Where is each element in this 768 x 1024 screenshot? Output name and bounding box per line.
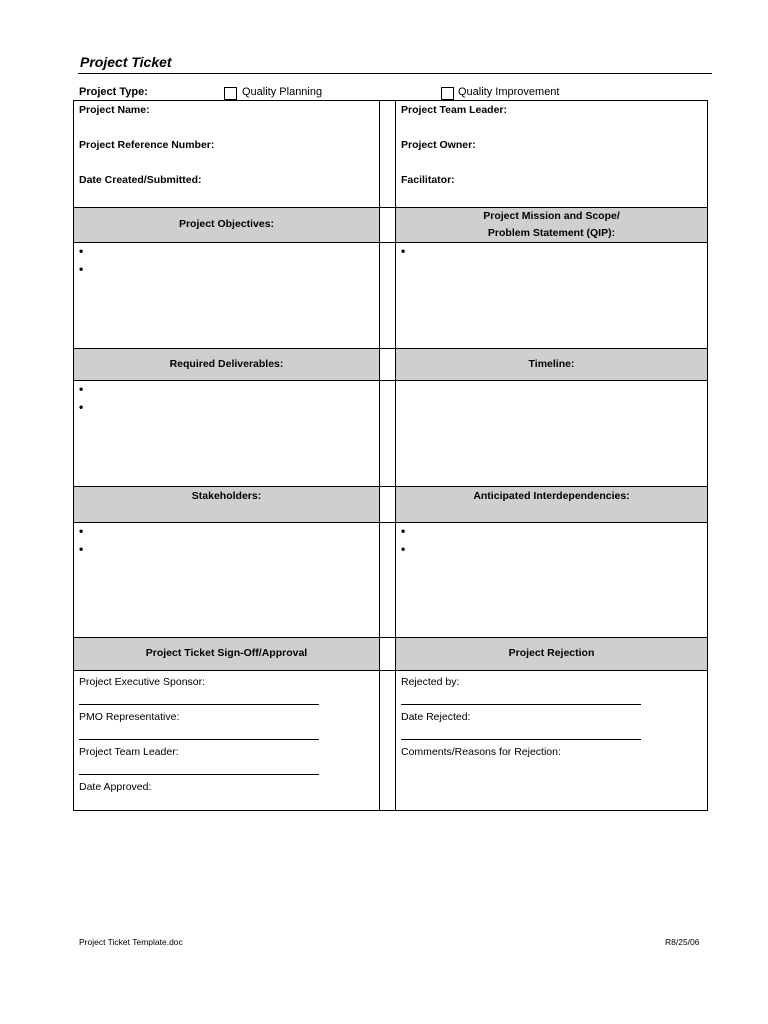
objectives-bullet: • — [79, 262, 84, 276]
date-rejected-signature-line — [401, 739, 641, 740]
rejection-header: Project Rejection — [508, 647, 595, 659]
interdependencies-bullet: • — [401, 524, 406, 538]
row-divider — [73, 522, 708, 523]
row-divider — [73, 242, 708, 243]
deliverables-header: Required Deliverables: — [169, 358, 284, 370]
quality-planning-label: Quality Planning — [242, 86, 323, 98]
interdependencies-header: Anticipated Interdependencies: — [473, 490, 630, 502]
rejection-comments-label: Comments/Reasons for Rejection: — [401, 746, 561, 758]
facilitator-label: Facilitator: — [401, 174, 455, 186]
stakeholders-bullet: • — [79, 542, 84, 556]
row-divider — [73, 486, 708, 487]
quality-planning-checkbox[interactable] — [224, 87, 237, 100]
timeline-header: Timeline: — [528, 358, 575, 370]
quality-improvement-label: Quality Improvement — [458, 86, 560, 98]
objectives-header: Project Objectives: — [178, 218, 275, 230]
row-divider — [73, 348, 708, 349]
pmo-representative-label: PMO Representative: — [79, 711, 180, 723]
stakeholders-header: Stakeholders: — [191, 490, 262, 502]
team-leader-signature-line — [79, 774, 319, 775]
mission-header-line1: Project Mission and Scope/ — [483, 210, 620, 222]
executive-sponsor-signature-line — [79, 704, 319, 705]
project-owner-label: Project Owner: — [401, 139, 476, 151]
rejected-by-signature-line — [401, 704, 641, 705]
executive-sponsor-label: Project Executive Sponsor: — [79, 676, 206, 688]
date-created-label: Date Created/Submitted: — [79, 174, 202, 186]
row-divider — [73, 670, 708, 671]
document-title: Project Ticket — [80, 54, 172, 70]
team-leader-label: Project Team Leader: — [79, 746, 179, 758]
deliverables-bullet: • — [79, 382, 84, 396]
interdependencies-bullet: • — [401, 542, 406, 556]
objectives-bullet: • — [79, 244, 84, 258]
title-rule — [78, 73, 712, 74]
date-approved-label: Date Approved: — [79, 781, 152, 793]
stakeholders-bullet: • — [79, 524, 84, 538]
project-team-leader-label: Project Team Leader: — [401, 104, 508, 116]
date-rejected-label: Date Rejected: — [401, 711, 471, 723]
footer-revision: R8/25/06 — [665, 937, 700, 947]
signoff-header: Project Ticket Sign-Off/Approval — [145, 647, 308, 659]
project-reference-number-label: Project Reference Number: — [79, 139, 215, 151]
footer-filename: Project Ticket Template.doc — [79, 937, 183, 947]
row-divider — [73, 380, 708, 381]
project-name-label: Project Name: — [79, 104, 150, 116]
pmo-representative-signature-line — [79, 739, 319, 740]
row-divider — [73, 637, 708, 638]
deliverables-bullet: • — [79, 400, 84, 414]
rejected-by-label: Rejected by: — [401, 676, 460, 688]
mission-header-line2: Problem Statement (QIP): — [487, 227, 616, 239]
quality-improvement-checkbox[interactable] — [441, 87, 454, 100]
project-type-label: Project Type: — [79, 86, 148, 98]
mission-bullet: • — [401, 244, 406, 258]
